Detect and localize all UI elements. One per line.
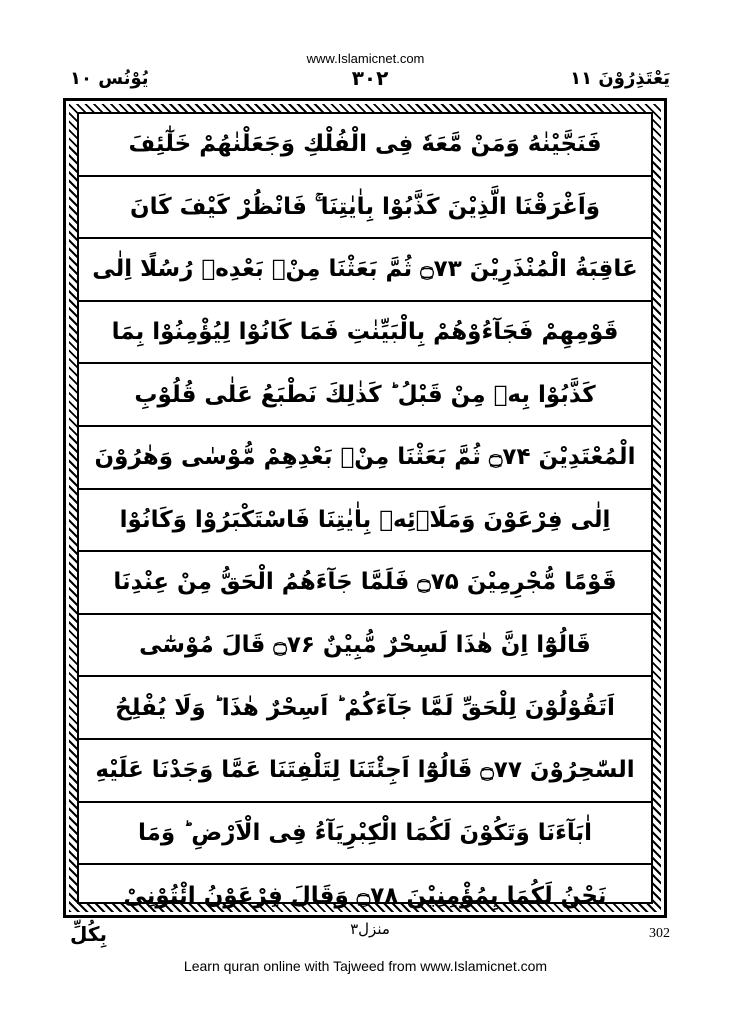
- surah-name: یُوْنُس ۱۰: [70, 68, 149, 89]
- verse-line: نَحْنُ لَكُمَا بِمُؤْمِنِيْنَ ۝۷۸ وَقَالَ فِرْعَوْنُ ائْتُوْنِىْ: [123, 883, 607, 910]
- verse-line: قَالُوْٓا اِنَّ هٰذَا لَسِحْرٌ مُّبِيْنٌ ۝۷۶ قَالَ مُوْسٰٓى: [79, 615, 651, 678]
- verse-line: اِلٰى فِرْعَوْنَ وَمَلَا۟ئِهٖ بِاٰيٰتِنَا فَاسْتَكْبَرُوْا وَكَانُوْا: [79, 490, 651, 553]
- page-footer: [70, 920, 670, 954]
- verse-line: الْمُعْتَدِيْنَ ۝۷۴ ثُمَّ بَعَثْنَا مِنْۢ بَعْدِهِمْ مُّوْسٰى وَهٰرُوْنَ: [79, 427, 651, 490]
- page-header: [70, 66, 670, 94]
- juz-name: یَعْتَذِرُوْنَ ۱۱: [570, 68, 670, 89]
- page-number: 302: [649, 926, 670, 941]
- verse-line: قَوْمِهِمْ فَجَآءُوْهُمْ بِالْبَيِّنٰتِ فَمَا كَانُوْا لِيُؤْمِنُوْا بِمَا: [79, 302, 651, 365]
- verse-line: كَذَّبُوْا بِهٖ مِنْ قَبْلُ ؕ كَذٰلِكَ نَطْبَعُ عَلٰى قُلُوْبِ: [79, 364, 651, 427]
- verse-line: اٰبَآءَنَا وَتَكُوْنَ لَكُمَا الْكِبْرِيَآءُ فِى الْاَرْضِ ؕ وَمَا: [79, 803, 651, 866]
- site-url-top[interactable]: www.Islamicnet.com: [306, 51, 425, 66]
- manzil-label: منزل۳: [350, 920, 390, 938]
- verse-line: السّٰحِرُوْنَ ۝۷۷ قَالُوْٓا اَجِئْتَنَا لِتَلْفِتَنَا عَمَّا وَجَدْنَا عَلَيْهِ: [79, 740, 651, 803]
- page-frame: [63, 98, 667, 918]
- verse-line: قَوْمًا مُّجْرِمِيْنَ ۝۷۵ فَلَمَّا جَآءَهُمُ الْحَقُّ مِنْ عِنْدِنَا: [79, 552, 651, 615]
- page-number-arabic: ۳۰۲: [351, 66, 389, 90]
- site-footer-link[interactable]: Learn quran online with Tajweed from www.Islamicnet.com: [183, 958, 548, 974]
- verse-area: [77, 112, 653, 910]
- verse-line: اَتَقُوْلُوْنَ لِلْحَقِّ لَمَّا جَآءَكُمْ ؕ اَسِحْرٌ هٰذَا ؕ وَلَا يُفْلِحُ: [79, 677, 651, 740]
- verse-line: فَنَجَّيْنٰهُ وَمَنْ مَّعَهٗ فِى الْفُلْكِ وَجَعَلْنٰهُمْ خَلٰٓئِفَ: [79, 114, 651, 177]
- verse-line: عَاقِبَةُ الْمُنْذَرِيْنَ ۝۷۳ ثُمَّ بَعَثْنَا مِنْۢ بَعْدِهٖ رُسُلًا اِلٰى: [79, 239, 651, 302]
- catchword: بِكُلِّ: [70, 922, 107, 946]
- verse-line: وَاَغْرَقْنَا الَّذِيْنَ كَذَّبُوْا بِاٰيٰتِنَا ۚ فَانْظُرْ كَيْفَ كَانَ: [79, 177, 651, 240]
